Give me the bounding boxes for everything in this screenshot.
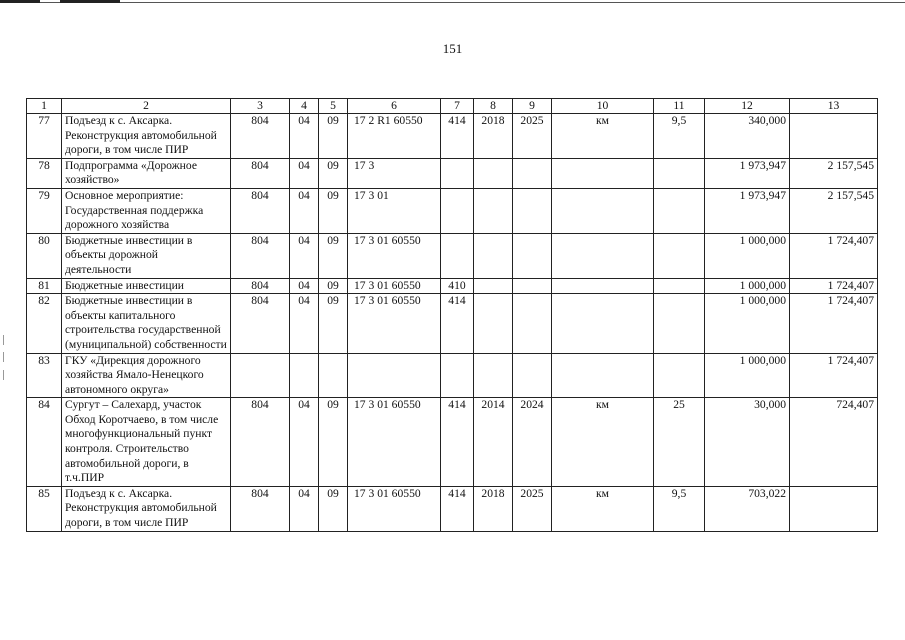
col-header: 8: [474, 99, 513, 114]
col-header: 3: [231, 99, 290, 114]
item-name-cell: Основное мероприятие: Государственная поддержка дорожного хозяйства: [62, 188, 231, 233]
subsection-code-cell: 09: [319, 398, 348, 487]
row-number-cell: 77: [27, 114, 62, 159]
unit-cell: км: [552, 114, 654, 159]
expense-type-cell: 410: [441, 278, 474, 294]
ministry-code-cell: 804: [231, 294, 290, 353]
start-year-cell: [474, 353, 513, 398]
amount-year2-cell: 1 724,407: [790, 294, 878, 353]
col-header: 2: [62, 99, 231, 114]
col-header: 11: [654, 99, 705, 114]
end-year-cell: [513, 233, 552, 278]
col-header: 13: [790, 99, 878, 114]
ministry-code-cell: 804: [231, 158, 290, 188]
amount-year2-cell: [790, 114, 878, 159]
end-year-cell: 2025: [513, 114, 552, 159]
expense-type-cell: [441, 233, 474, 278]
subsection-code-cell: 09: [319, 114, 348, 159]
col-header: 9: [513, 99, 552, 114]
start-year-cell: 2014: [474, 398, 513, 487]
end-year-cell: [513, 188, 552, 233]
expense-type-cell: [441, 353, 474, 398]
expense-type-cell: [441, 188, 474, 233]
unit-cell: [552, 188, 654, 233]
end-year-cell: [513, 278, 552, 294]
start-year-cell: [474, 188, 513, 233]
table-row: [27, 158, 878, 188]
expense-type-cell: [441, 158, 474, 188]
end-year-cell: [513, 353, 552, 398]
subsection-code-cell: 09: [319, 233, 348, 278]
end-year-cell: [513, 158, 552, 188]
row-number-cell: 84: [27, 398, 62, 487]
row-number-cell: 79: [27, 188, 62, 233]
target-article-cell: 17 3 01 60550: [348, 233, 441, 278]
target-article-cell: 17 3 01: [348, 188, 441, 233]
top-scan-edge: [0, 0, 905, 3]
start-year-cell: [474, 294, 513, 353]
col-header: 7: [441, 99, 474, 114]
ministry-code-cell: 804: [231, 278, 290, 294]
ministry-code-cell: 804: [231, 114, 290, 159]
table-row: [27, 398, 878, 487]
end-year-cell: [513, 294, 552, 353]
expense-type-cell: 414: [441, 486, 474, 531]
amount-year2-cell: 1 724,407: [790, 233, 878, 278]
ministry-code-cell: 804: [231, 486, 290, 531]
section-code-cell: 04: [290, 233, 319, 278]
amount-year1-cell: 1 000,000: [705, 294, 790, 353]
capacity-cell: 9,5: [654, 486, 705, 531]
item-name-cell: Бюджетные инвестиции: [62, 278, 231, 294]
expense-type-cell: 414: [441, 114, 474, 159]
header-row: [27, 99, 878, 114]
capacity-cell: 25: [654, 398, 705, 487]
row-number-cell: 78: [27, 158, 62, 188]
subsection-code-cell: 09: [319, 158, 348, 188]
capacity-cell: [654, 278, 705, 294]
end-year-cell: 2024: [513, 398, 552, 487]
amount-year1-cell: 703,022: [705, 486, 790, 531]
amount-year1-cell: 1 973,947: [705, 158, 790, 188]
target-article-cell: 17 2 R1 60550: [348, 114, 441, 159]
section-code-cell: 04: [290, 294, 319, 353]
expense-type-cell: 414: [441, 398, 474, 487]
row-number-cell: 82: [27, 294, 62, 353]
unit-cell: [552, 353, 654, 398]
unit-cell: км: [552, 486, 654, 531]
amount-year1-cell: 30,000: [705, 398, 790, 487]
capacity-cell: [654, 233, 705, 278]
col-header: 4: [290, 99, 319, 114]
item-name-cell: Бюджетные инвестиции в объекты капитального строительства государственной (муниципальной) собственности: [62, 294, 231, 353]
capacity-cell: 9,5: [654, 114, 705, 159]
target-article-cell: [348, 353, 441, 398]
amount-year1-cell: 1 000,000: [705, 233, 790, 278]
item-name-cell: ГКУ «Дирекция дорожного хозяйства Ямало-Ненецкого автономного округа»: [62, 353, 231, 398]
table-row: [27, 486, 878, 531]
section-code-cell: 04: [290, 188, 319, 233]
col-header: 1: [27, 99, 62, 114]
scan-mark: [3, 352, 4, 362]
col-header: 12: [705, 99, 790, 114]
unit-cell: [552, 294, 654, 353]
budget-table: [26, 98, 878, 532]
item-name-cell: Подъезд к с. Аксарка. Реконструкция автомобильной дороги, в том числе ПИР: [62, 486, 231, 531]
unit-cell: [552, 278, 654, 294]
target-article-cell: 17 3: [348, 158, 441, 188]
amount-year2-cell: 1 724,407: [790, 278, 878, 294]
section-code-cell: 04: [290, 158, 319, 188]
row-number-cell: 81: [27, 278, 62, 294]
table-row: [27, 294, 878, 353]
end-year-cell: 2025: [513, 486, 552, 531]
target-article-cell: 17 3 01 60550: [348, 398, 441, 487]
amount-year2-cell: 2 157,545: [790, 188, 878, 233]
capacity-cell: [654, 158, 705, 188]
capacity-cell: [654, 294, 705, 353]
table-row: [27, 278, 878, 294]
amount-year2-cell: 724,407: [790, 398, 878, 487]
target-article-cell: 17 3 01 60550: [348, 294, 441, 353]
col-header: 10: [552, 99, 654, 114]
ministry-code-cell: [231, 353, 290, 398]
ministry-code-cell: 804: [231, 398, 290, 487]
table-row: [27, 114, 878, 159]
target-article-cell: 17 3 01 60550: [348, 278, 441, 294]
subsection-code-cell: 09: [319, 294, 348, 353]
table-row: [27, 188, 878, 233]
col-header: 6: [348, 99, 441, 114]
row-number-cell: 83: [27, 353, 62, 398]
amount-year2-cell: [790, 486, 878, 531]
amount-year1-cell: 1 000,000: [705, 353, 790, 398]
col-header: 5: [319, 99, 348, 114]
item-name-cell: Бюджетные инвестиции в объекты дорожной деятельности: [62, 233, 231, 278]
start-year-cell: [474, 278, 513, 294]
subsection-code-cell: 09: [319, 486, 348, 531]
start-year-cell: [474, 233, 513, 278]
expense-type-cell: 414: [441, 294, 474, 353]
amount-year2-cell: 1 724,407: [790, 353, 878, 398]
scan-mark: [3, 370, 4, 380]
table-row: [27, 353, 878, 398]
capacity-cell: [654, 188, 705, 233]
section-code-cell: 04: [290, 114, 319, 159]
amount-year1-cell: 1 000,000: [705, 278, 790, 294]
unit-cell: [552, 233, 654, 278]
row-number-cell: 80: [27, 233, 62, 278]
unit-cell: км: [552, 398, 654, 487]
subsection-code-cell: [319, 353, 348, 398]
ministry-code-cell: 804: [231, 188, 290, 233]
amount-year1-cell: 1 973,947: [705, 188, 790, 233]
scan-mark: [3, 335, 4, 345]
start-year-cell: 2018: [474, 114, 513, 159]
item-name-cell: Подъезд к с. Аксарка. Реконструкция автомобильной дороги, в том числе ПИР: [62, 114, 231, 159]
table-row: [27, 233, 878, 278]
subsection-code-cell: 09: [319, 278, 348, 294]
ministry-code-cell: 804: [231, 233, 290, 278]
unit-cell: [552, 158, 654, 188]
section-code-cell: 04: [290, 398, 319, 487]
subsection-code-cell: 09: [319, 188, 348, 233]
page-number: 151: [442, 41, 463, 56]
section-code-cell: [290, 353, 319, 398]
capacity-cell: [654, 353, 705, 398]
item-name-cell: Подпрограмма «Дорожное хозяйство»: [62, 158, 231, 188]
item-name-cell: Сургут – Салехард, участок Обход Коротчаево, в том числе многофункциональный пункт контроля. Строительство автомобильной дороги, в т.ч.ПИР: [62, 398, 231, 487]
row-number-cell: 85: [27, 486, 62, 531]
start-year-cell: 2018: [474, 486, 513, 531]
section-code-cell: 04: [290, 486, 319, 531]
amount-year1-cell: 340,000: [705, 114, 790, 159]
target-article-cell: 17 3 01 60550: [348, 486, 441, 531]
amount-year2-cell: 2 157,545: [790, 158, 878, 188]
section-code-cell: 04: [290, 278, 319, 294]
start-year-cell: [474, 158, 513, 188]
